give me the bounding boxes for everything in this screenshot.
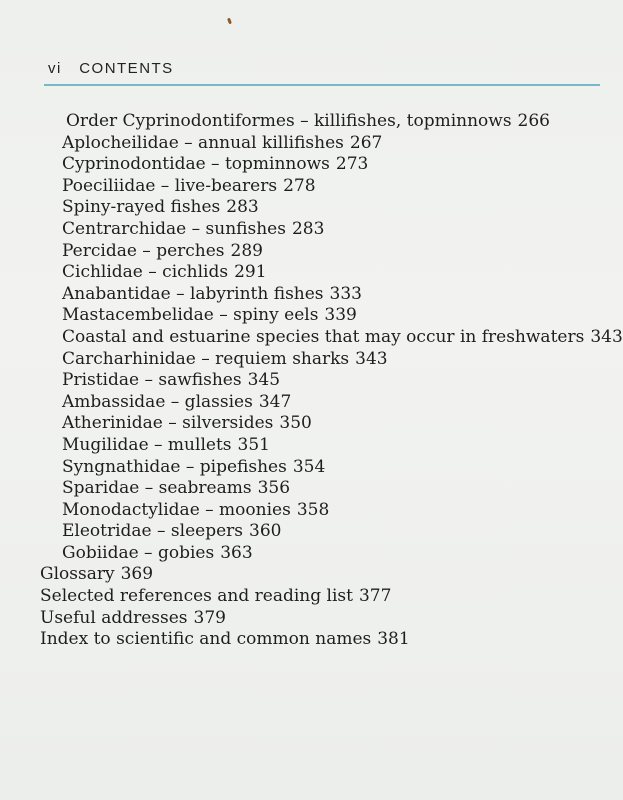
contents-entry (0, 241, 600, 263)
entry-page-number: 351 (237, 434, 270, 455)
contents-entry (0, 284, 600, 306)
contents-entry (0, 521, 600, 543)
contents-entry (0, 370, 600, 392)
entry-title: Carcharhinidae – requiem sharks (62, 348, 350, 369)
contents-entry (0, 326, 623, 349)
entry-title: Sparidae – seabreams (62, 478, 252, 499)
entry-title: Gobiidae – gobies (62, 542, 215, 563)
entry-page-number: 350 (279, 413, 312, 434)
entry-title: Aplocheilidae – annual killifishes (62, 132, 344, 153)
contents-entry (0, 564, 600, 586)
contents-entry (0, 197, 600, 219)
entry-title: Pristidae – sawfishes (62, 370, 242, 391)
entry-page-number: 266 (517, 111, 550, 131)
contents-entry (0, 478, 600, 500)
page-number-label: vi (48, 60, 62, 77)
entry-page-number: 379 (193, 607, 226, 628)
contents-entry (0, 457, 600, 479)
contents-entry (0, 262, 600, 284)
contents-list (0, 111, 623, 651)
contents-entry (0, 586, 600, 608)
entry-title: Cyprinodontidae – topminnows (62, 154, 330, 175)
entry-title: Mastacembelidae – spiny eels (62, 305, 319, 326)
contents-entry (0, 305, 600, 327)
entry-title: Poeciliidae – live-bearers (62, 175, 278, 196)
entry-page-number: 381 (377, 629, 410, 650)
entry-title: Selected references and reading list (40, 586, 353, 607)
entry-page-number: 339 (324, 305, 357, 326)
entry-title: Order Cyprinodontiformes – killifishes, topminnows (66, 111, 512, 131)
contents-entry (0, 608, 600, 630)
entry-title: Useful addresses (40, 607, 188, 628)
entry-title: Percidae – perches (62, 240, 225, 261)
entry-page-number: 345 (247, 370, 281, 391)
entry-title: Glossary (40, 564, 115, 585)
entry-page-number: 291 (234, 262, 267, 283)
entry-title: Anabantidae – labyrinth fishes (62, 283, 324, 304)
entry-page-number: 267 (349, 132, 383, 153)
entry-page-number: 358 (296, 499, 330, 520)
contents-entry (0, 219, 600, 241)
entry-title: Spiny-rayed fishes (62, 197, 221, 218)
paper-speck (227, 18, 232, 25)
contents-entry (0, 435, 600, 457)
entry-title: Ambassidae – glassies (62, 391, 253, 412)
contents-entry (0, 392, 600, 414)
contents-entry (0, 629, 600, 651)
entry-page-number: 273 (335, 154, 369, 175)
entry-title: Eleotridae – sleepers (62, 521, 243, 542)
entry-page-number: 343 (590, 326, 623, 347)
entry-page-number: 377 (358, 586, 392, 607)
entry-page-number: 369 (120, 564, 154, 585)
entry-page-number: 356 (257, 478, 291, 499)
contents-entry (0, 349, 600, 371)
entry-title: Index to scientific and common names (40, 629, 372, 650)
running-header (48, 60, 174, 77)
contents-entry (0, 111, 600, 133)
entry-page-number: 278 (283, 175, 316, 196)
contents-entry (0, 413, 600, 435)
entry-page-number: 333 (329, 283, 362, 304)
entry-page-number: 354 (292, 456, 326, 477)
entry-page-number: 283 (226, 197, 259, 218)
entry-title: Centrarchidae – sunfishes (62, 218, 286, 239)
entry-title: Mugilidae – mullets (62, 434, 232, 455)
section-title: CONTENTS (79, 60, 174, 77)
entry-page-number: 360 (249, 521, 282, 542)
contents-entry (0, 500, 600, 522)
entry-page-number: 363 (220, 542, 253, 563)
contents-entry (0, 154, 600, 176)
entry-page-number: 289 (230, 240, 263, 261)
entry-page-number: 347 (258, 391, 292, 412)
entry-title: Syngnathidae – pipefishes (62, 456, 287, 477)
entry-title: Cichlidae – cichlids (62, 262, 229, 283)
contents-entry (0, 133, 600, 155)
contents-entry (0, 543, 600, 565)
entry-page-number: 283 (291, 218, 325, 239)
entry-page-number: 343 (355, 348, 388, 369)
entry-title: Atherinidae – silversides (62, 413, 274, 434)
contents-entry (0, 176, 600, 198)
header-rule (44, 84, 600, 86)
entry-title: Coastal and estuarine species that may occur in freshwaters (62, 326, 585, 347)
entry-title: Monodactylidae – moonies (62, 499, 291, 520)
